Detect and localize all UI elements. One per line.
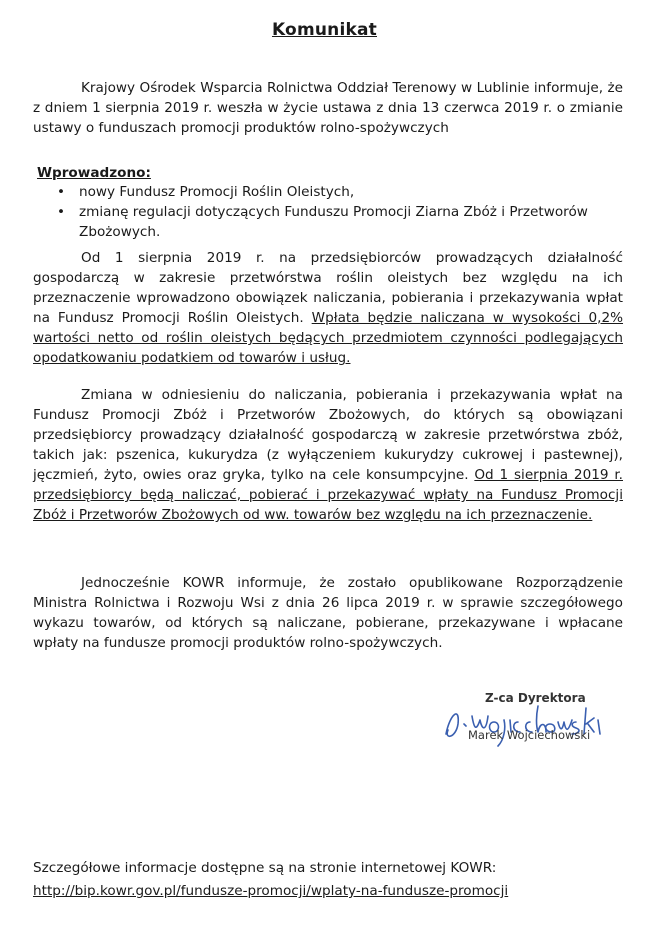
intro-paragraph: Krajowy Ośrodek Wsparcia Rolnictwa Oddział Terenowy w Lublinie informuje, że z dniem 1 sierpnia 2019 r. weszła w życie ustawa z dnia 13 czerwca 2019 r. o zmianie ustawy o funduszach promocji produktów rolno-spożywczych <box>33 80 623 136</box>
introduced-heading: Wprowadzono: <box>37 165 151 181</box>
introduced-list <box>33 182 623 242</box>
list-item <box>33 202 623 242</box>
cereals-paragraph <box>33 385 623 525</box>
list-item-text: nowy Fundusz Promocji Roślin Oleistych, <box>79 184 355 200</box>
bip-link[interactable]: http://bip.kowr.gov.pl/fundusze-promocji/wplaty-na-fundusze-promocji <box>33 883 509 899</box>
oilseeds-paragraph <box>33 248 623 368</box>
list-item <box>33 182 623 202</box>
footer-note: Szczegółowe informacje dostępne są na stronie internetowej KOWR: <box>33 860 497 876</box>
signatory-title: Z-ca Dyrektora <box>485 691 586 705</box>
oilseeds-text: Od 1 sierpnia 2019 r. na przedsiębiorców prowadzących działalność gospodarczą w zakresie przetwórstwa roślin oleistych bez względu na ich przeznaczenie wprowadzono obowiązek naliczania, pobierania i przekazywania wpłat na Fundusz Promocji Roślin Oleistych. <box>33 250 623 326</box>
cereals-underlined-text: Od 1 sierpnia 2019 r. przedsiębiorcy będą naliczać, pobierać i przekazywać wpłaty na Fundusz Promocji Zbóż i Przetworów Zbożowych od ww. towarów bez względu na ich przeznaczenie. <box>33 467 623 523</box>
list-item-text: zmianę regulacji dotyczących Funduszu Promocji Ziarna Zbóż i Przetworów Zbożowych. <box>79 204 588 240</box>
bullet-icon: • <box>57 184 66 200</box>
cereals-text: Zmiana w odniesieniu do naliczania, pobierania i przekazywania wpłat na Fundusz Promocji Zbóż i Przetworów Zbożowych, do których są obowiązani przedsiębiorcy prowadzący działalność gospodarczą w zakresie przetwórstwa zbóż, takich jak: pszenica, kukurydza (z wyłączeniem kukurydzy cukrowej i pastewnej), jęczmień, żyto, owies oraz gryka, tylko na cele konsumpcyjne. <box>33 387 623 483</box>
signatory-name: Marek Wojciechowski <box>468 728 591 742</box>
document-title: Komunikat <box>271 20 377 40</box>
bullet-icon: • <box>57 204 66 220</box>
regulation-paragraph: Jednocześnie KOWR informuje, że zostało opublikowane Rozporządzenie Ministra Rolnictwa i Rozwoju Wsi z dnia 26 lipca 2019 r. w sprawie szczegółowego wykazu towarów, od których są naliczane, pobierane, przekazywane i wpłacane wpłaty na fundusze promocji produktów rolno-spożywczych. <box>33 575 623 651</box>
oilseeds-underlined-text: Wpłata będzie naliczana w wysokości 0,2% wartości netto od roślin oleistych będących przedmiotem czynności podlegających opodatkowaniu podatkiem od towarów i usług. <box>33 310 624 366</box>
